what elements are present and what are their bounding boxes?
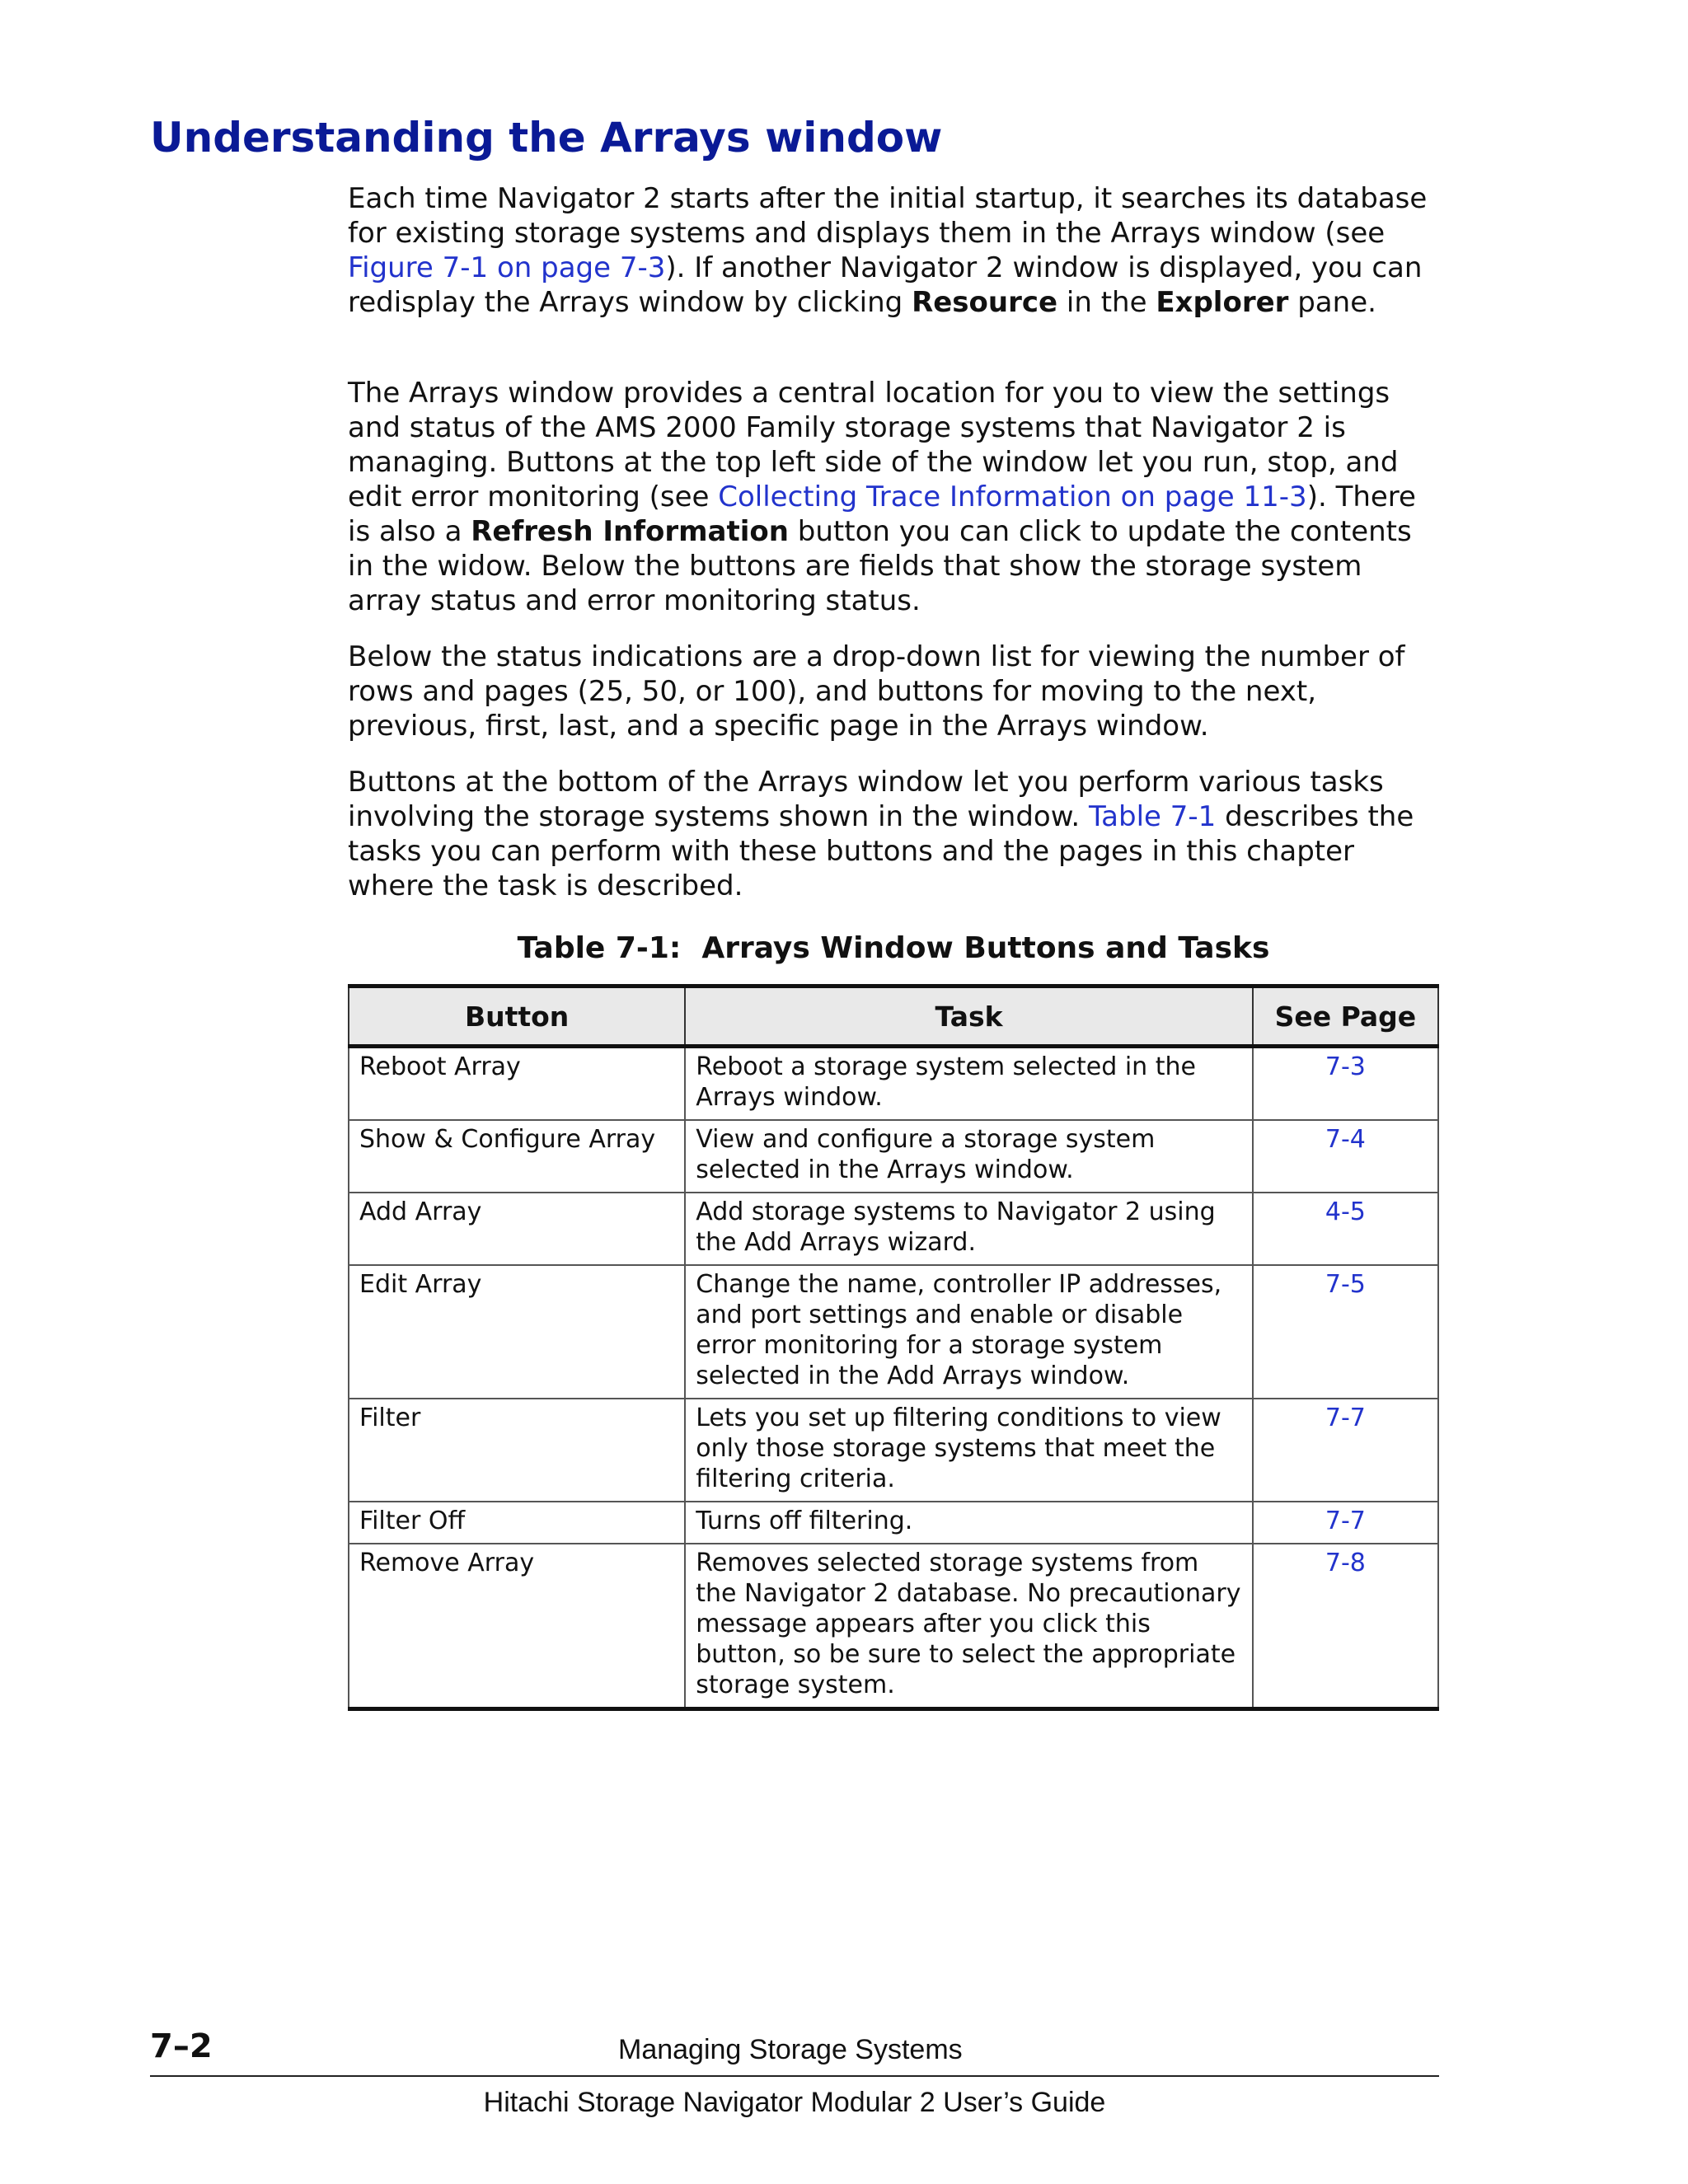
- table-row: [349, 1265, 1438, 1399]
- task-cell: Change the name, controller IP addresses, and port settings and enable or disable error monitoring for a storage system selected in the Add Arrays window.: [685, 1265, 1253, 1399]
- footer-page-number: 7–2: [150, 2027, 213, 2065]
- footer-guide-title: Hitachi Storage Navigator Modular 2 User’s Guide: [483, 2087, 1106, 2118]
- task-cell: View and configure a storage system selected in the Arrays window.: [685, 1120, 1253, 1193]
- task-cell: Turns off filtering.: [685, 1502, 1253, 1544]
- button-cell: Filter Off: [349, 1502, 685, 1544]
- header-button: Button: [349, 987, 685, 1047]
- arrays-window-paragraph: [348, 376, 1444, 618]
- page-link[interactable]: 7-7: [1325, 1507, 1366, 1535]
- page-link[interactable]: 7-7: [1325, 1404, 1366, 1432]
- table-row: [349, 1193, 1438, 1265]
- task-cell: Lets you set up filtering conditions to view only those storage systems that meet the filtering criteria.: [685, 1399, 1253, 1502]
- button-cell: Add Array: [349, 1193, 685, 1265]
- task-cell: Reboot a storage system selected in the Arrays window.: [685, 1047, 1253, 1121]
- page-title: Understanding the Arrays window: [150, 114, 943, 162]
- footer-section-title: Managing Storage Systems: [618, 2034, 963, 2065]
- page-link[interactable]: 7-3: [1325, 1052, 1366, 1081]
- buttons-tasks-table: [348, 984, 1439, 1711]
- explorer-term: Explorer: [1156, 286, 1289, 319]
- button-cell: Reboot Array: [349, 1047, 685, 1121]
- para2-text-2: ). There is also a: [348, 480, 1416, 548]
- table-row: [349, 1544, 1438, 1709]
- button-cell: Edit Array: [349, 1265, 685, 1399]
- header-see-page: See Page: [1253, 987, 1438, 1047]
- para2-text-3: button you can click to update the contents in the widow. Below the buttons are fields that show the storage system array status and error monitoring status.: [348, 515, 1412, 617]
- button-cell: Remove Array: [349, 1544, 685, 1709]
- footer-divider: [150, 2075, 1439, 2077]
- table-row: [349, 1399, 1438, 1502]
- page-link[interactable]: 7-4: [1325, 1125, 1366, 1154]
- para1-text-1: Each time Navigator 2 starts after the initial startup, it searches its database for existing storage systems and displays them in the Arrays window (see: [348, 182, 1428, 250]
- status-paragraph: [348, 640, 1444, 743]
- table-row: [349, 1047, 1438, 1121]
- task-cell: Removes selected storage systems from the Navigator 2 database. No precautionary message appears after you click this button, so be sure to select the appropriate storage system.: [685, 1544, 1253, 1709]
- task-cell: Add storage systems to Navigator 2 using the Add Arrays wizard.: [685, 1193, 1253, 1265]
- button-cell: Show & Configure Array: [349, 1120, 685, 1193]
- page-link[interactable]: 7-5: [1325, 1270, 1366, 1299]
- buttons-paragraph: [348, 765, 1444, 903]
- refresh-information-term: Refresh Information: [471, 515, 789, 548]
- header-task: Task: [685, 987, 1253, 1047]
- table-header-row: [349, 987, 1438, 1047]
- page-link[interactable]: 4-5: [1325, 1197, 1366, 1226]
- para4-text-2: describes the tasks you can perform with these buttons and the pages in this chapter where the task is described.: [348, 800, 1414, 902]
- page-link[interactable]: 7-8: [1325, 1549, 1366, 1577]
- para1-text-2: ). If another Navigator 2 window is displayed, you can redisplay the Arrays window by clicking: [348, 251, 1423, 319]
- table-7-1-link[interactable]: Table 7-1: [1089, 800, 1217, 833]
- table-caption: Table 7-1: Arrays Window Buttons and Tasks: [517, 931, 1270, 965]
- table-row: [349, 1120, 1438, 1193]
- para4-text-1: Buttons at the bottom of the Arrays window let you perform various tasks involving the storage systems shown in the window.: [348, 766, 1384, 833]
- resource-term: Resource: [912, 286, 1058, 319]
- para1-text-3: in the: [1057, 286, 1156, 319]
- table-row: [349, 1502, 1438, 1544]
- figure-7-1-link[interactable]: Figure 7-1 on page 7-3: [348, 251, 666, 284]
- para3-text-1: Below the status indications are a drop-down list for viewing the number of rows and pages (25, 50, or 100), and buttons for moving to the next, previous, first, last, and a specific page in the Arrays window.: [348, 640, 1405, 743]
- collecting-trace-link[interactable]: Collecting Trace Information on page 11-3: [718, 480, 1307, 513]
- para2-text-1: The Arrays window provides a central location for you to view the settings and status of the AMS 2000 Family storage systems that Navigator 2 is managing. Buttons at the top left side of the window let you run, stop, and edit error monitoring (see: [348, 377, 1399, 513]
- intro-paragraph: [348, 181, 1444, 320]
- button-cell: Filter: [349, 1399, 685, 1502]
- para1-text-4: pane.: [1288, 286, 1376, 319]
